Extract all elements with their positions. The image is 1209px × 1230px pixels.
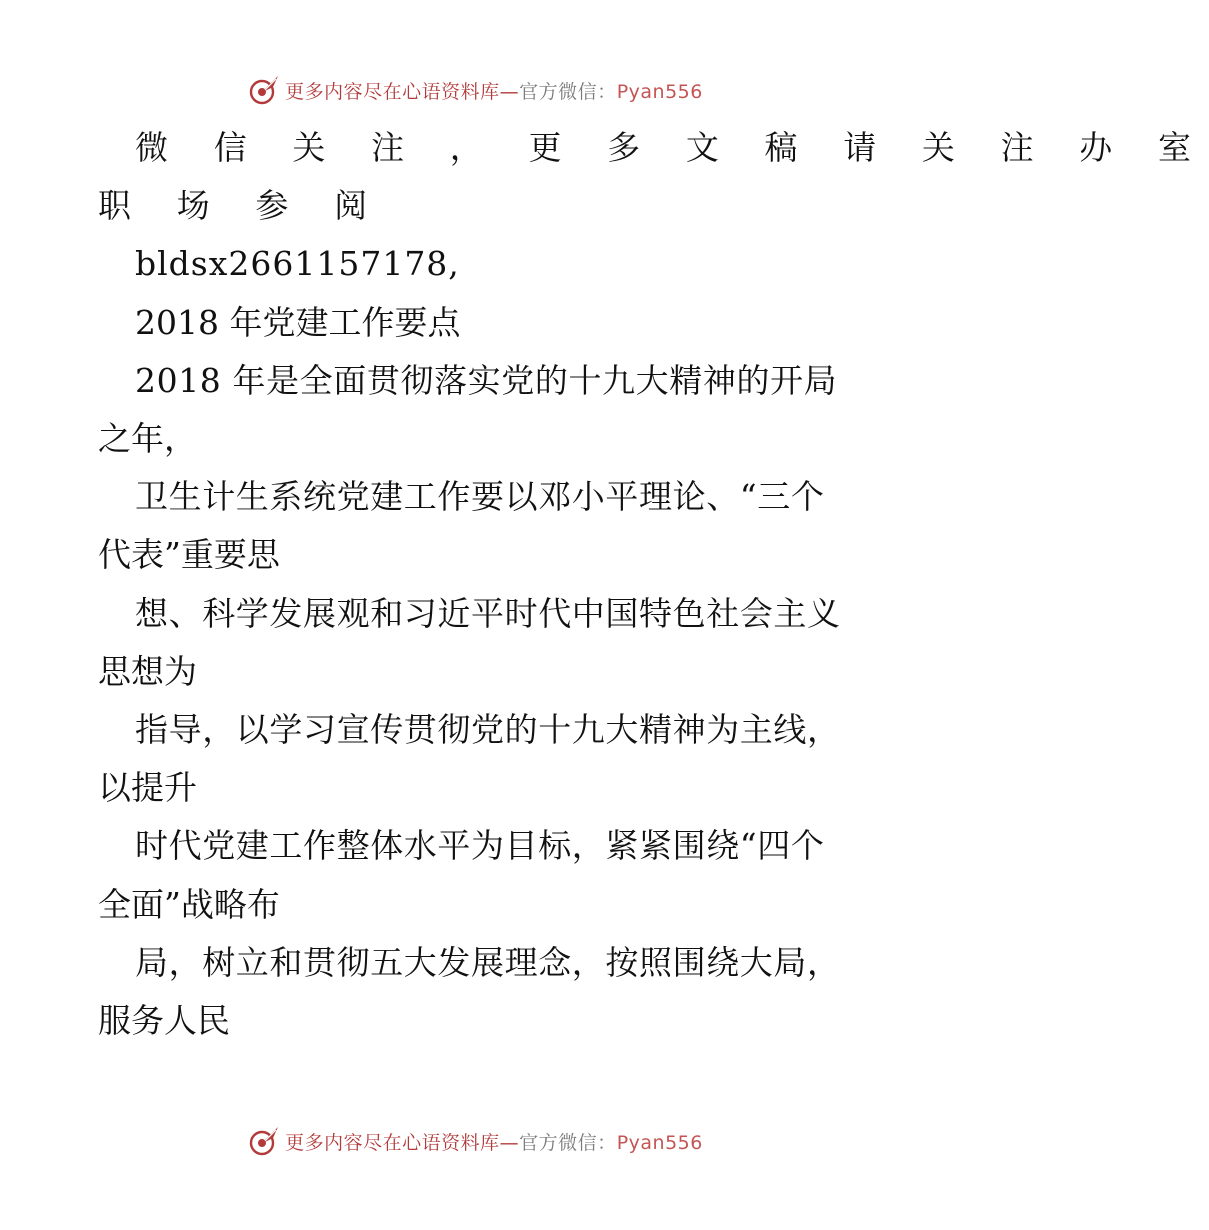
text-line: 2018 年是全面贯彻落实党的十九大精神的开局 bbox=[135, 360, 838, 400]
document-heading: 2018 年党建工作要点 bbox=[135, 302, 461, 342]
text-line: 微 信 关 注 ， 更 多 文 稿 请 关 注 办 室 bbox=[135, 128, 1209, 167]
banner-text bbox=[285, 1128, 703, 1155]
banner-wechat-id: Pyan556 bbox=[616, 1131, 703, 1154]
banner-wechat-id: Pyan556 bbox=[616, 80, 703, 103]
document-body bbox=[98, 119, 1209, 1050]
text-line: 想、科学发展观和习近平时代中国特色社会主义 bbox=[135, 593, 841, 633]
text-line: 职 场 参 阅 bbox=[98, 186, 385, 226]
banner-wechat-label: 官方微信： bbox=[519, 80, 617, 103]
header-banner bbox=[0, 70, 950, 110]
quill-logo-icon bbox=[247, 73, 281, 107]
banner-main-text: 更多内容尽在心语资料库— bbox=[285, 1131, 520, 1154]
banner-text bbox=[285, 77, 703, 104]
text-line: bldsx2661157178, bbox=[135, 244, 460, 284]
text-line: 全面”战略布 bbox=[98, 884, 280, 924]
text-line: 代表”重要思 bbox=[98, 535, 280, 575]
text-line: 以提升 bbox=[98, 768, 197, 808]
text-line: 思想为 bbox=[98, 651, 197, 691]
text-line: 服务人民 bbox=[98, 1001, 230, 1041]
banner-main-text: 更多内容尽在心语资料库— bbox=[285, 80, 520, 103]
text-line: 局，树立和贯彻五大发展理念，按照围绕大局， bbox=[135, 942, 841, 982]
text-line: 指导，以学习宣传贯彻党的十九大精神为主线， bbox=[135, 710, 841, 750]
footer-banner bbox=[0, 1121, 950, 1161]
text-line: 卫生计生系统党建工作要以邓小平理论、“三个 bbox=[135, 477, 825, 517]
banner-wechat-label: 官方微信： bbox=[519, 1131, 617, 1154]
text-line: 之年， bbox=[98, 419, 197, 459]
quill-logo-icon bbox=[247, 1124, 281, 1158]
text-line: 时代党建工作整体水平为目标，紧紧围绕“四个 bbox=[135, 826, 825, 866]
